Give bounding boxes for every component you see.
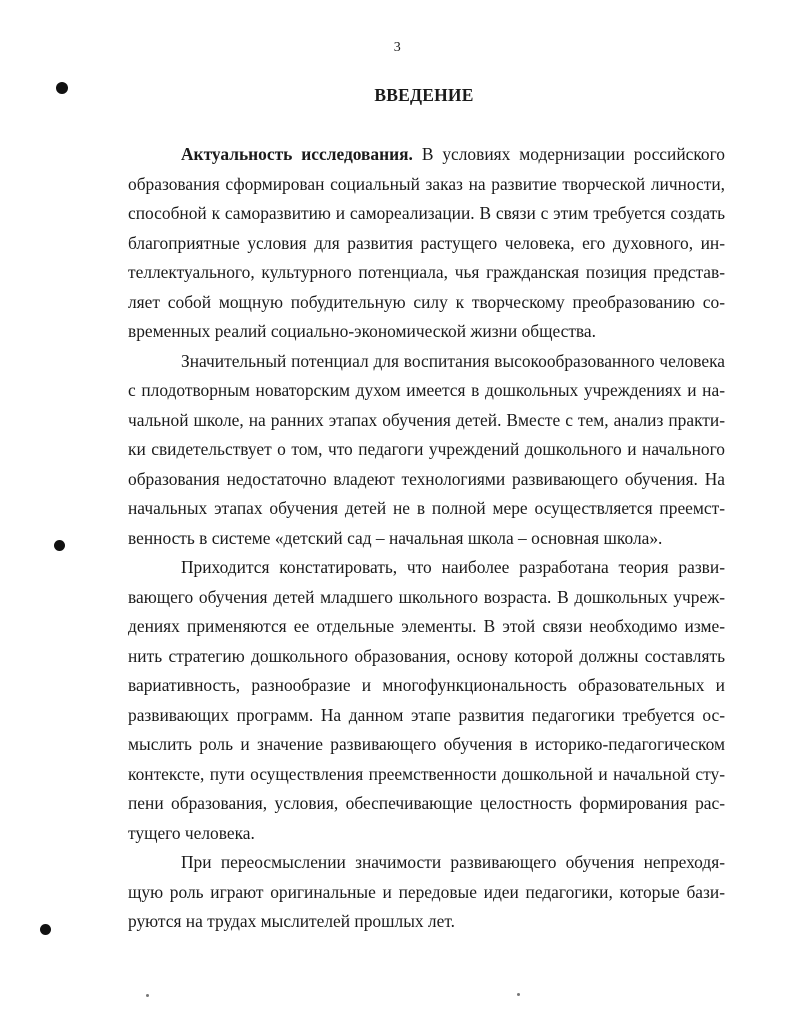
text-line: начальных этапах обучения детей не в полной мере осуществляется преемст- — [128, 498, 725, 518]
actuality-lead: Актуальность исследования. — [181, 144, 413, 164]
text-line: Приходится констатировать, что наиболее разработана теория разви- — [181, 557, 725, 577]
text-line: с плодотворным новаторским духом имеется в дошкольных учреждениях и на- — [128, 380, 725, 400]
text-line: ки свидетельствует о том, что педагоги учреждений дошкольного и начального — [128, 439, 725, 459]
text-line: тущего человека. — [128, 822, 255, 843]
text-line: образования недостаточно владеют технологиями развивающего обучения. На — [128, 468, 725, 489]
text-line: образования сформирован социальный заказ на развитие творческой личности, — [128, 173, 725, 194]
scan-speck — [517, 993, 520, 996]
text-line-segment: В условиях модернизации российского — [412, 144, 726, 164]
text-line: ляет собой мощную побудительную силу к творческому преобразованию со- — [128, 291, 725, 312]
text-line: развивающих программ. На данном этапе развития педагогики требуется ос- — [128, 704, 725, 725]
text-line: пени образования, условия, обеспечивающие целостность формирования рас- — [128, 793, 725, 813]
scan-mark-middle — [54, 540, 65, 551]
paragraph-theory — [128, 553, 725, 848]
text-line — [128, 140, 725, 170]
text-line: щую роль играют оригинальные и передовые идеи педагогики, которые бази- — [128, 881, 725, 902]
paragraph-rethinking — [128, 848, 725, 937]
body-text — [128, 140, 725, 937]
text-line: чальной школе, на ранних этапах обучения детей. Вместе с тем, анализ практи- — [128, 409, 725, 430]
scan-speck — [146, 994, 149, 997]
section-heading: ВВЕДЕНИЕ — [374, 85, 474, 105]
page-number: 3 — [393, 40, 402, 55]
scan-mark-bottom — [40, 924, 51, 935]
text-line: венность в системе «детский сад – начальная школа – основная школа». — [128, 527, 663, 548]
text-line: При переосмыслении значимости развивающего обучения непреходя- — [181, 852, 725, 872]
text-line: контексте, пути осуществления преемственности дошкольной и начальной сту- — [128, 763, 725, 784]
text-line: способной к саморазвитию и самореализации. В связи с этим требуется создать — [128, 203, 725, 223]
text-line: дениях применяются ее отдельные элементы. В этой связи необходимо изме- — [128, 616, 725, 636]
text-line: руются на трудах мыслителей прошлых лет. — [128, 911, 455, 931]
text-line: нить стратегию дошкольного образования, основу которой должны составлять — [128, 645, 725, 666]
paragraph-potential — [128, 347, 725, 554]
text-line: мыслить роль и значение развивающего обучения в историко-педагогическом — [128, 734, 725, 754]
text-line: временных реалий социально-экономической жизни общества. — [128, 321, 596, 341]
text-line: Значительный потенциал для воспитания высокообразованного человека — [181, 350, 725, 371]
scan-mark-top — [56, 82, 68, 94]
text-line: благоприятные условия для развития растущего человека, его духовного, ин- — [128, 232, 725, 253]
text-line: вариативность, разнообразие и многофункциональность образовательных и — [128, 675, 725, 695]
text-line: вающего обучения детей младшего школьного возраста. В дошкольных учреж- — [128, 586, 725, 607]
text-line: теллектуального, культурного потенциала, чья гражданская позиция представ- — [128, 262, 725, 282]
paragraph-actuality — [128, 140, 725, 347]
